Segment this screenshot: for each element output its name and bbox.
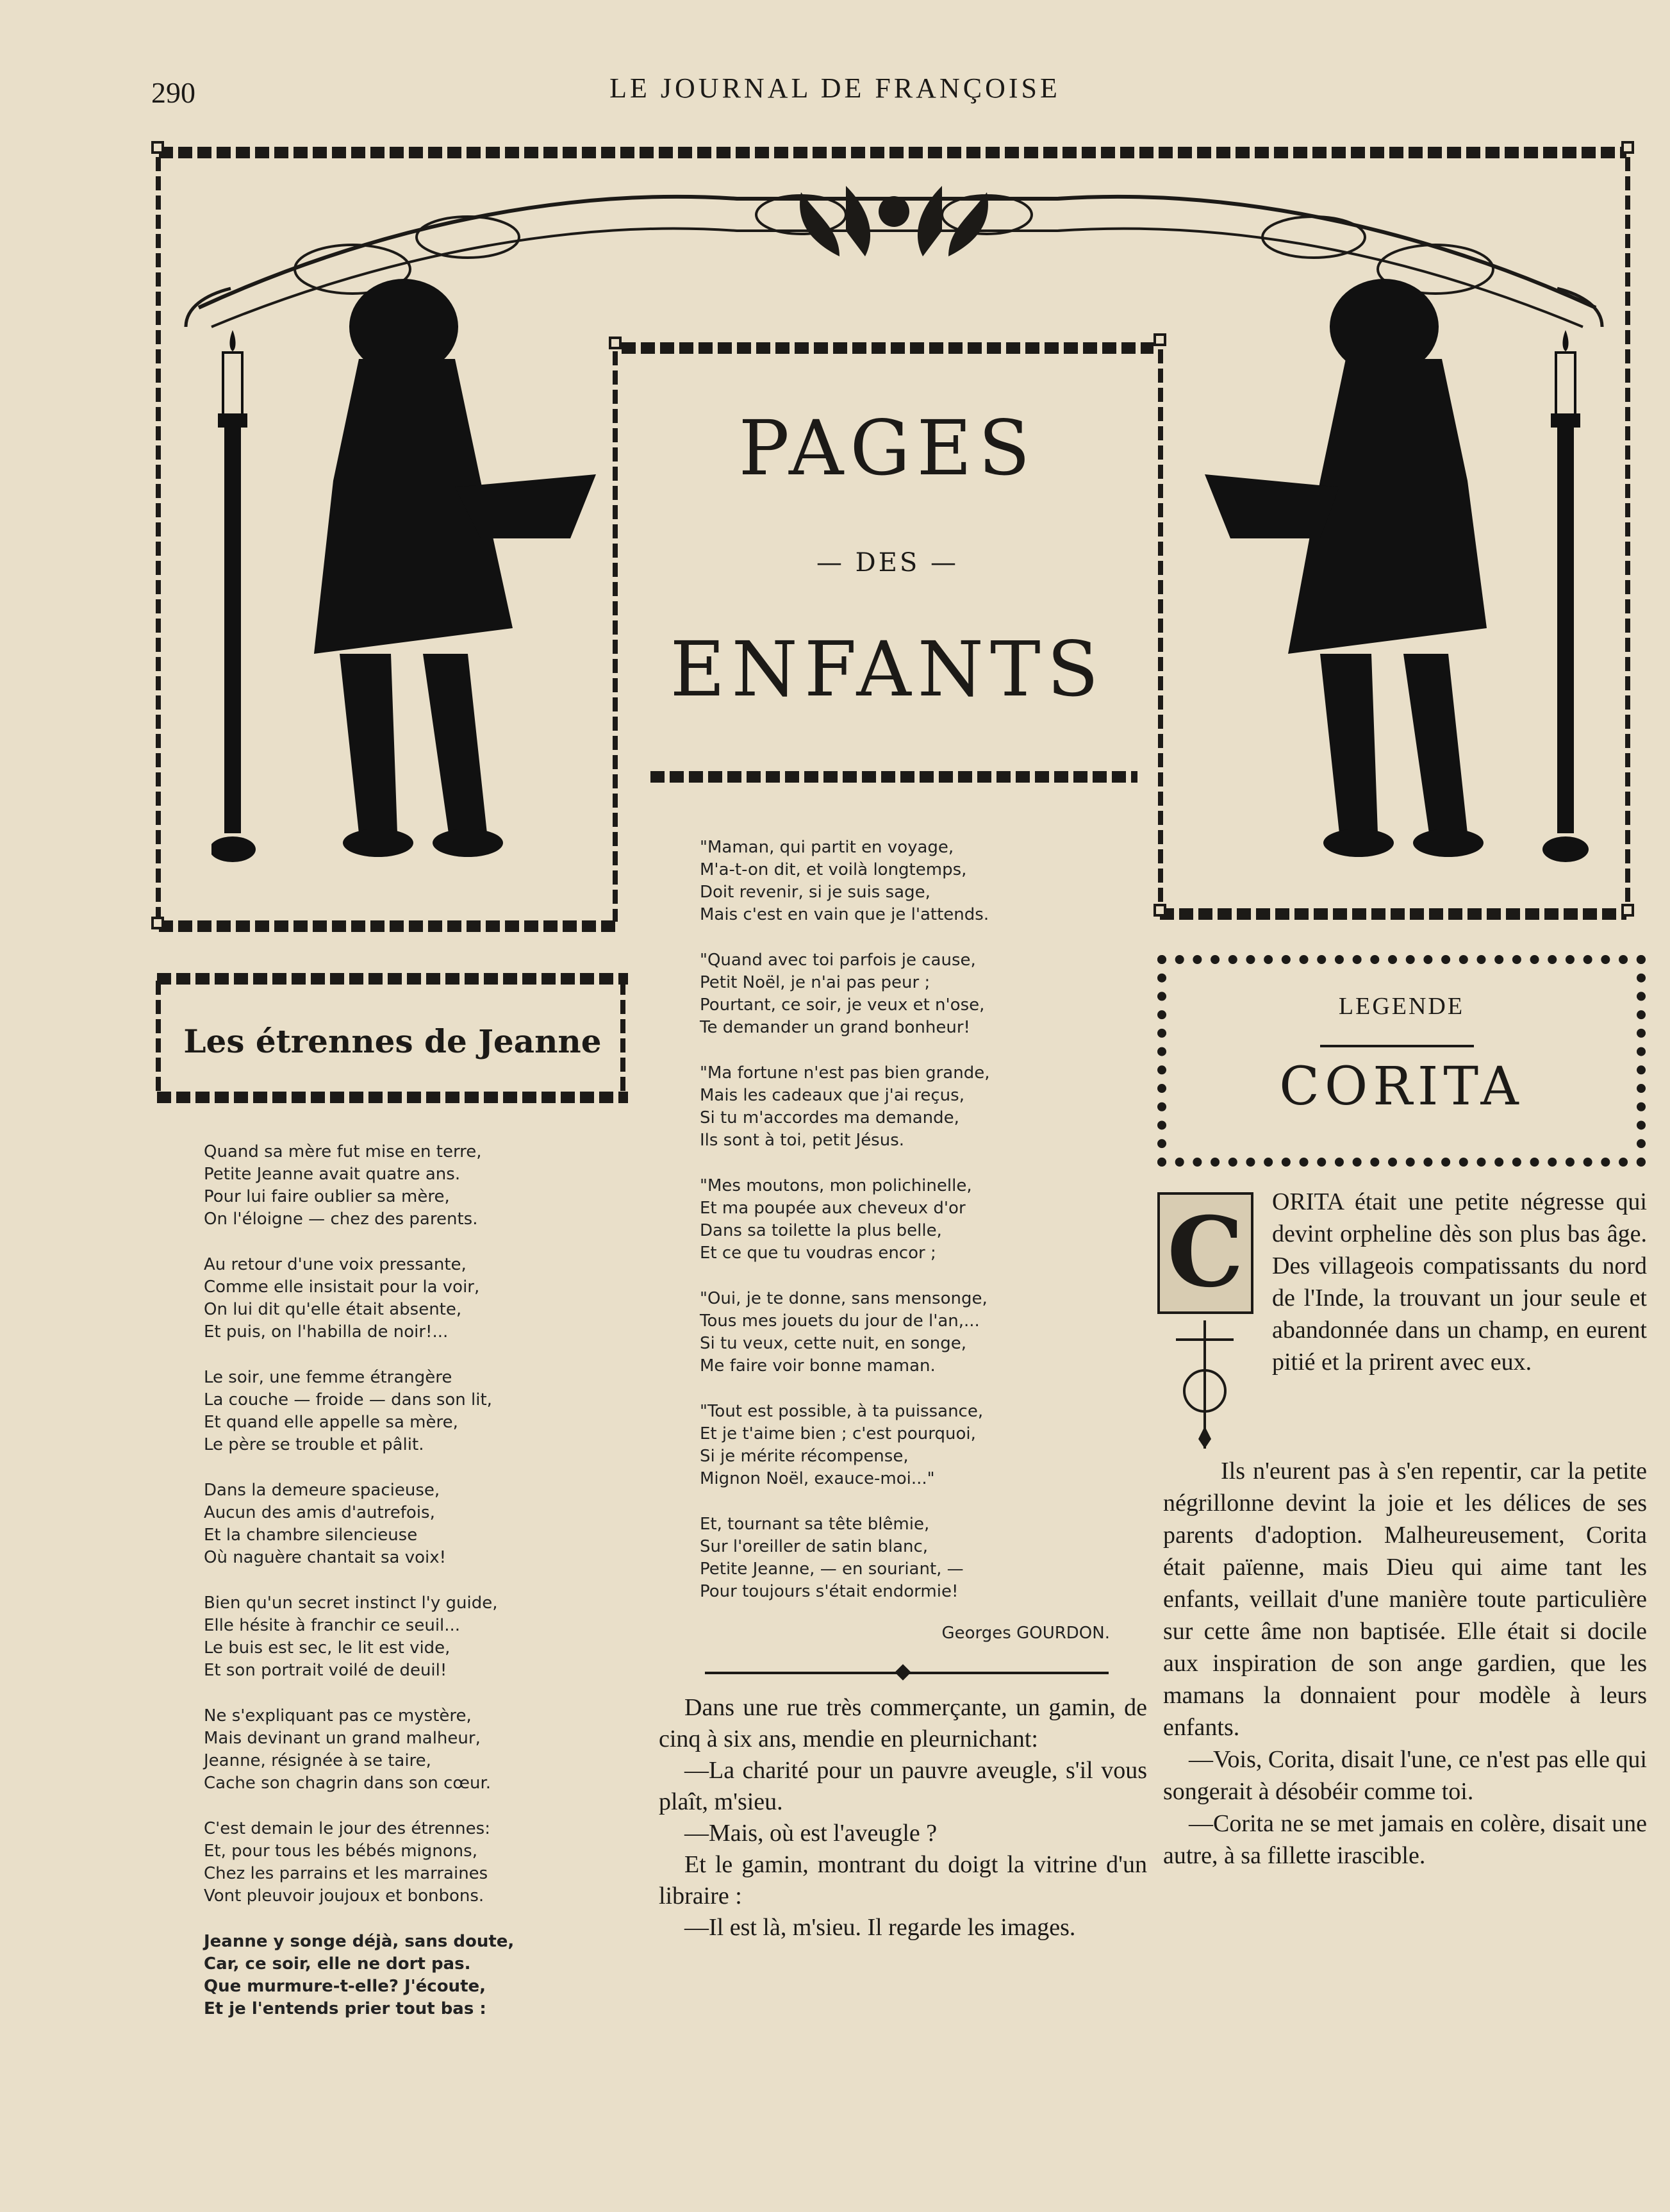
verse-line: "Mes moutons, mon polichinelle, (700, 1176, 972, 1195)
corner-ornament (151, 917, 164, 929)
legend-first-paragraph: ORITA était une petite négresse qui devint orpheline dès son plus bas âge. Des villageois compatissants du nord de l'Inde, la trouvant un jour seule et abandonnée dans un champ, en eurent pitié et la prirent avec eux. (1272, 1188, 1647, 1376)
verse-line: Petit Noël, je n'ai pas peur ; (700, 973, 930, 992)
legend-text (1163, 1455, 1647, 1872)
verse-line: "Oui, je te donne, sans mensonge, (700, 1289, 988, 1308)
left-poem (204, 1141, 620, 2043)
verse-line: Et puis, on l'habilla de noir!... (204, 1322, 449, 1342)
banner-top-border (159, 147, 1626, 158)
verse-line: Pour toujours s'était endormie! (700, 1582, 959, 1601)
verse-line: On lui dit qu'elle était absente, (204, 1300, 462, 1319)
verse-line: Et la chambre silencieuse (204, 1526, 418, 1545)
verse-line: Cache son chagrin dans son cœur. (204, 1774, 492, 1793)
verse-line: La couche — froide — dans son lit, (204, 1390, 492, 1410)
verse-line: Elle hésite à franchir ce seuil... (204, 1616, 461, 1635)
verse-line: Me faire voir bonne maman. (700, 1356, 936, 1376)
verse-line: Et, pour tous les bébés mignons, (204, 1842, 477, 1861)
divider-ornament (895, 1664, 911, 1680)
corner-ornament (1621, 141, 1634, 154)
verse-line: Vont pleuvoir joujoux et bonbons. (204, 1886, 484, 1906)
verse-line: C'est demain le jour des étrennes: (204, 1819, 490, 1838)
verse-line: Et quand elle appelle sa mère, (204, 1413, 458, 1432)
corner-ornament (609, 337, 622, 349)
verse-line: Ils sont à toi, petit Jésus. (700, 1131, 905, 1150)
verse-line: Te demander un grand bonheur! (700, 1018, 970, 1037)
paragraph: Et le gamin, montrant du doigt la vitrine d'un libraire : (659, 1851, 1147, 1909)
poem-author: Georges GOURDON. (941, 1624, 1110, 1643)
poem-title-bottom-border (157, 1092, 628, 1103)
verse-line: Doit revenir, si je suis sage, (700, 883, 930, 902)
title-panel-divider (650, 771, 1137, 783)
page-number: 290 (151, 76, 195, 109)
verse-line: Ne s'expliquant pas ce mystère, (204, 1706, 472, 1726)
verse-line: On l'éloigne — chez des parents. (204, 1210, 478, 1229)
paragraph: —La charité pour un pauvre aveugle, s'il vous plaît, m'sieu. (659, 1757, 1147, 1815)
banner-bottom-right-border (1160, 908, 1626, 920)
paragraph: —Corita ne se met jamais en colère, disait une autre, à sa fillette irascible. (1163, 1810, 1647, 1869)
verse-line: "Tout est possible, à ta puissance, (700, 1402, 984, 1421)
corner-ornament (1153, 333, 1166, 346)
stanza (204, 1818, 620, 1908)
stanza (700, 949, 1148, 1039)
verse-line: Car, ce soir, elle ne dort pas. (204, 1954, 471, 1974)
corner-ornament (151, 141, 164, 154)
drop-cap-ornament (1170, 1320, 1240, 1449)
verse-line: Mais les cadeaux que j'ai reçus, (700, 1086, 964, 1105)
verse-line: Et son portrait voilé de deuil! (204, 1661, 447, 1680)
verse-line: Jeanne y songe déjà, sans doute, (204, 1932, 515, 1951)
stanza (700, 1513, 1148, 1603)
journal-title: LE JOURNAL DE FRANÇOISE (609, 72, 1061, 104)
verse-line: Et je t'aime bien ; c'est pourquoi, (700, 1424, 976, 1443)
verse-line: Le père se trouble et pâlit. (204, 1435, 424, 1454)
verse-line: Petite Jeanne avait quatre ans. (204, 1165, 461, 1184)
stanza (204, 1254, 620, 1343)
stanza (204, 1479, 620, 1569)
verse-line: Où naguère chantait sa voix! (204, 1548, 447, 1567)
paragraph: —Il est là, m'sieu. Il regarde les images. (684, 1914, 1076, 1941)
middle-poem (700, 836, 1148, 1645)
verse-line: Sur l'oreiller de satin blanc, (700, 1537, 929, 1556)
legend-rule (1320, 1045, 1474, 1047)
banner-bottom-left-border (159, 920, 620, 932)
stanza (204, 1931, 620, 2020)
stanza (700, 1062, 1148, 1152)
verse-line: Et ma poupée aux cheveux d'or (700, 1199, 966, 1218)
left-poem-title: Les étrennes de Jeanne (183, 1022, 602, 1060)
stanza (204, 1705, 620, 1795)
verse-line: "Quand avec toi parfois je cause, (700, 951, 976, 970)
verse-line: Mignon Noël, exauce-moi..." (700, 1469, 935, 1488)
legend-label: LEGENDE (1338, 993, 1465, 1020)
stanza (700, 1175, 1148, 1265)
verse-line: Quand sa mère fut mise en terre, (204, 1142, 482, 1161)
verse-line: Comme elle insistait pour la voir, (204, 1277, 480, 1297)
verse-line: Petite Jeanne, — en souriant, — (700, 1559, 964, 1579)
verse-line: Pourtant, ce soir, je veux et n'ose, (700, 995, 985, 1015)
title-panel-top-border (622, 342, 1153, 354)
verse-line: Mais devinant un grand malheur, (204, 1729, 481, 1748)
verse-line: Le buis est sec, le lit est vide, (204, 1638, 451, 1658)
verse-line: "Maman, qui partit en voyage, (700, 838, 954, 857)
verse-line: Que murmure-t-elle? J'écoute, (204, 1977, 486, 1996)
verse-line: Si tu veux, cette nuit, en songe, (700, 1334, 966, 1353)
stanza (700, 1401, 1148, 1490)
verse-line: Jeanne, résignée à se taire, (204, 1751, 431, 1770)
verse-line: Le soir, une femme étrangère (204, 1368, 452, 1387)
title-panel-right-border (1158, 349, 1163, 907)
paragraph: Dans une rue très commerçante, un gamin, de cinq à six ans, mendie en pleurnichant: (659, 1694, 1147, 1752)
stanza (204, 1367, 620, 1456)
verse-line: Dans sa toilette la plus belle, (700, 1221, 942, 1240)
verse-line: Pour lui faire oublier sa mère, (204, 1187, 450, 1206)
poem-title-top-border (157, 973, 628, 985)
banner-title-pages: PAGES (738, 404, 1037, 492)
legend-title: CORITA (1279, 1056, 1524, 1117)
paragraph: Ils n'eurent pas à s'en repentir, car la petite négrillonne devint la joie et les délices de ses parents d'adoption. Malheureusement, Corita était païenne, mais Dieu qui aime tant les enfants, veillait d'une manière toute particulière sur cette âme non baptisée. Elle était si docile aux inspiration de son ange gardien, que les mamans la donnaient pour modèle à leurs enfants. (1163, 1458, 1647, 1741)
verse-line: Bien qu'un secret instinct l'y guide, (204, 1593, 498, 1613)
verse-line: Aucun des amis d'autrefois, (204, 1503, 435, 1522)
poem-title-left-border (156, 981, 161, 1093)
verse-line: Et ce que tu voudras encor ; (700, 1243, 936, 1263)
title-panel-left-border (613, 351, 618, 922)
verse-line: Et, tournant sa tête blêmie, (700, 1515, 930, 1534)
poem-title-right-border (620, 981, 625, 1093)
paragraph: —Mais, où est l'aveugle ? (684, 1820, 938, 1847)
verse-line: Si je mérite récompense, (700, 1447, 909, 1466)
stanza (700, 1288, 1148, 1377)
verse-line: Dans la demeure spacieuse, (204, 1481, 440, 1500)
girl-silhouette-right (1192, 269, 1602, 897)
verse-line: "Ma fortune n'est pas bien grande, (700, 1063, 990, 1083)
stanza (204, 1141, 620, 1231)
drop-cap: C (1157, 1192, 1253, 1314)
stanza (700, 836, 1148, 926)
paragraph: —Vois, Corita, disait l'une, ce n'est pas elle qui songerait à désobéir comme toi. (1163, 1746, 1647, 1805)
banner-title-des: — DES — (816, 548, 959, 578)
girl-silhouette-left (211, 269, 622, 897)
verse-line: M'a-t-on dit, et voilà longtemps, (700, 860, 967, 879)
anecdote-text (659, 1692, 1147, 1943)
corner-ornament (1621, 904, 1634, 917)
banner-title-enfants: ENFANTS (670, 625, 1105, 713)
verse-line: Mais c'est en vain que je l'attends. (700, 905, 989, 924)
verse-line: Chez les parrains et les marraines (204, 1864, 488, 1883)
verse-line: Et je l'entends prier tout bas : (204, 1999, 486, 2018)
stanza (204, 1592, 620, 1682)
verse-line: Au retour d'une voix pressante, (204, 1255, 467, 1274)
verse-line: Tous mes jouets du jour de l'an,... (700, 1311, 980, 1331)
verse-line: Si tu m'accordes ma demande, (700, 1108, 959, 1127)
